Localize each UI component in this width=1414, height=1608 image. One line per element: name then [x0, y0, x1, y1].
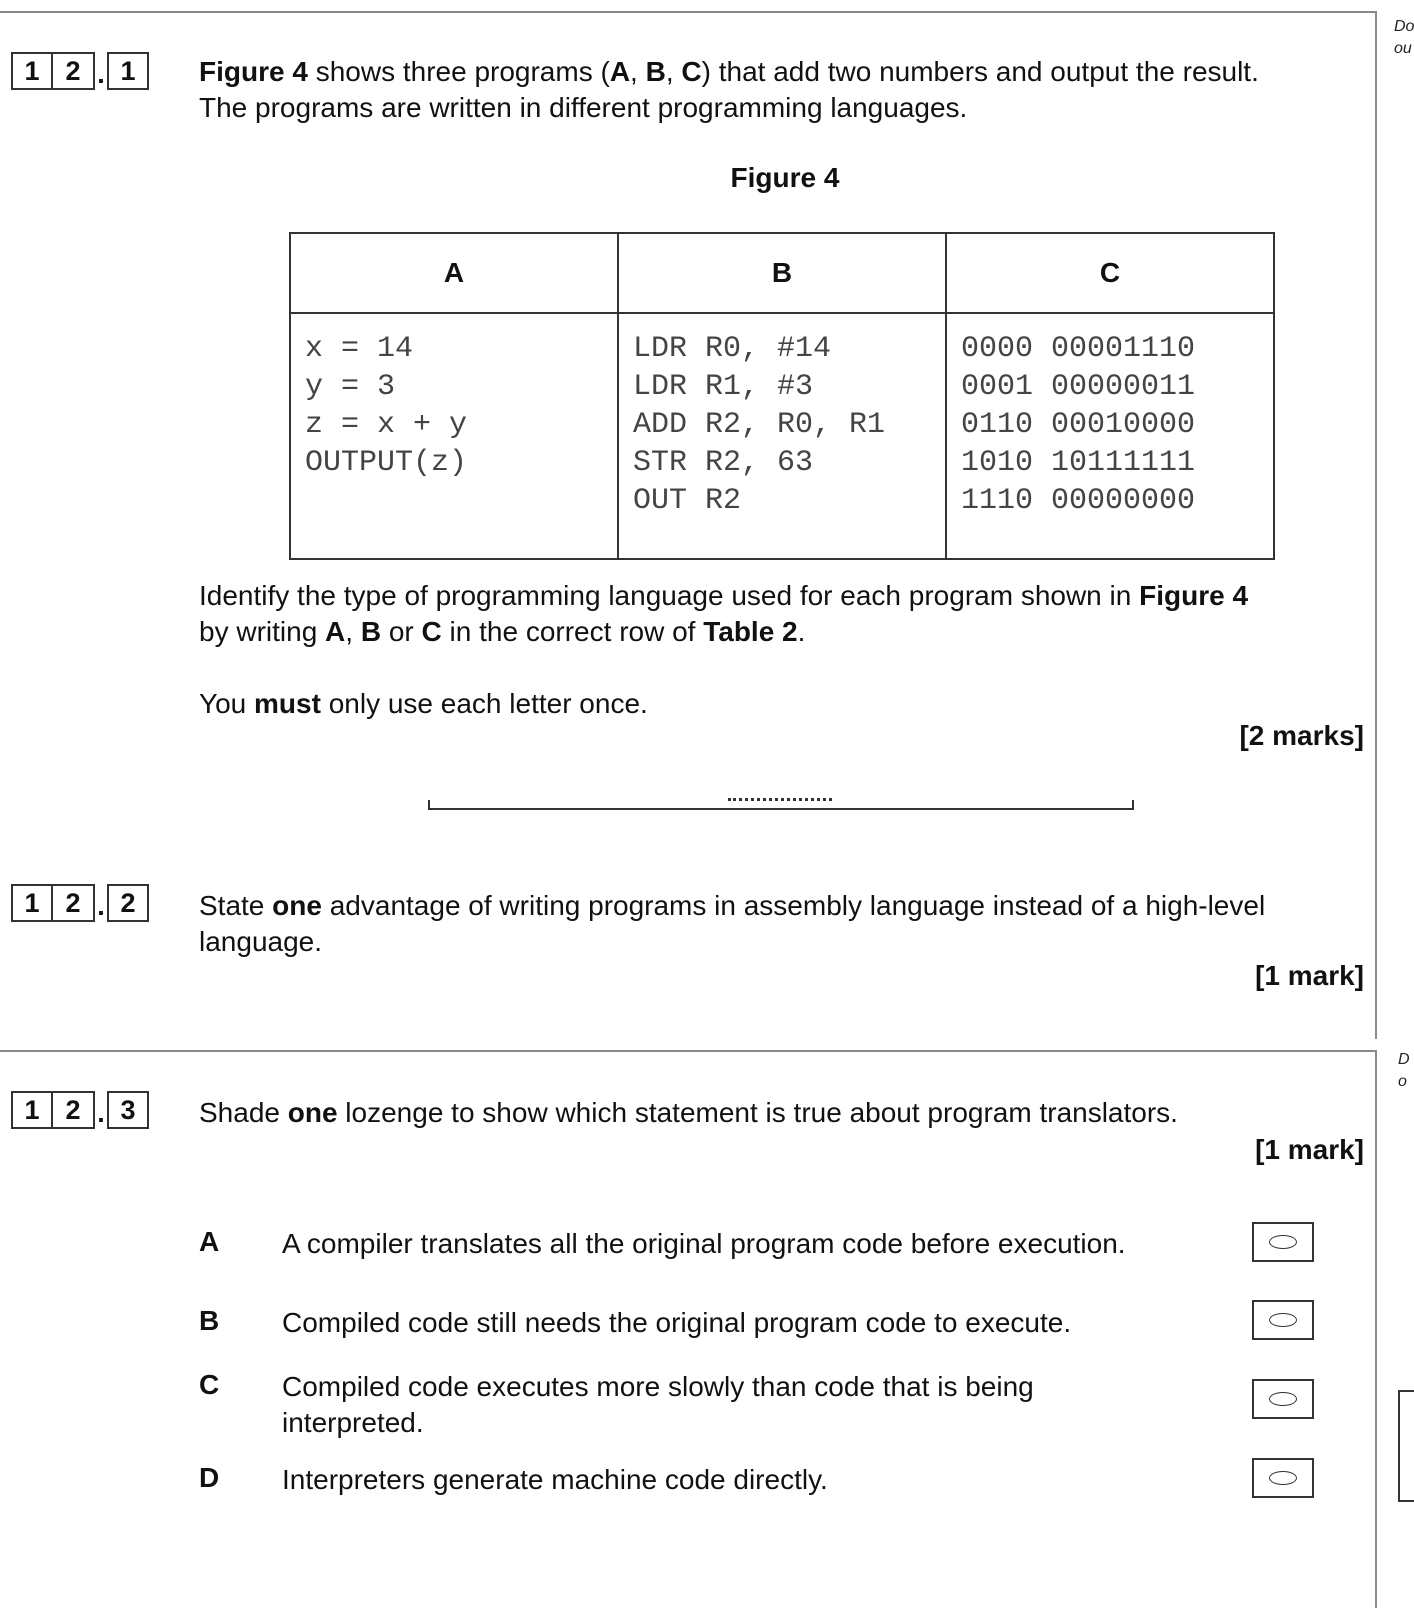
question-digit: 2: [53, 884, 95, 922]
option-letter: B: [199, 1305, 220, 1336]
lozenge-icon: [1269, 1471, 1297, 1485]
option-b-lozenge[interactable]: [1252, 1300, 1314, 1340]
figure-header-c: C: [946, 233, 1274, 313]
figure-title: Figure 4: [730, 162, 840, 193]
option-c-lozenge[interactable]: [1252, 1379, 1314, 1419]
question-12-2-text: [199, 888, 1265, 960]
q12-2-line-2: language.: [199, 926, 323, 957]
question-12-1-intro: [199, 54, 1259, 126]
figure-header-row: [290, 233, 1274, 313]
intro-line-2: The programs are written in different programming languages.: [199, 92, 968, 123]
instruction-line-2: by writing A, B or C in the correct row of Table 2.: [199, 616, 806, 647]
question-12-1-rule: You must only use each letter once.: [199, 688, 648, 719]
margin-mark-box: [1398, 1390, 1414, 1502]
program-b-code: LDR R0, #14 LDR R1, #3 ADD R2, R0, R1 STR R2, 63 OUT R2: [618, 313, 946, 559]
option-text: Compiled code executes more slowly than code that is being interpreted.: [282, 1371, 1034, 1438]
program-a-code: x = 14 y = 3 z = x + y OUTPUT(z): [290, 313, 618, 559]
right-margin-rule: [1375, 11, 1377, 1039]
figure-4-table: [289, 232, 1275, 560]
margin-note-bottom: D o: [1398, 1051, 1410, 1090]
question-number-12-1: [11, 52, 149, 90]
option-letter: D: [199, 1462, 220, 1493]
question-digit: 1: [11, 52, 53, 90]
question-digit: 2: [107, 884, 149, 922]
question-12-3-text: Shade one lozenge to show which statement is true about program translators.: [199, 1097, 1178, 1128]
question-digit: 1: [11, 884, 53, 922]
question-digit: 1: [107, 52, 149, 90]
right-margin-rule-lower: [1375, 1050, 1377, 1608]
program-c-code: 0000 00001110 0001 00000011 0110 00010000 1010 10111111 1110 00000000: [946, 313, 1274, 559]
option-letter: C: [199, 1369, 220, 1400]
question-digit: 2: [53, 1091, 95, 1129]
question-dot: .: [97, 890, 105, 921]
lozenge-icon: [1269, 1313, 1297, 1327]
option-text: A compiler translates all the original program code before execution.: [282, 1228, 1126, 1259]
option-a-lozenge[interactable]: [1252, 1222, 1314, 1262]
question-digit: 1: [11, 1091, 53, 1129]
question-dot: .: [97, 58, 105, 89]
question-number-12-3: [11, 1091, 149, 1129]
question-dot: .: [97, 1097, 105, 1128]
question-digit: 3: [107, 1091, 149, 1129]
instruction-line-1: Identify the type of programming language used for each program shown in Figure 4: [199, 580, 1249, 611]
marks-12-2: [1 mark]: [1255, 960, 1364, 991]
marks-12-3: [1 mark]: [1255, 1134, 1364, 1165]
lozenge-icon: [1269, 1392, 1297, 1406]
question-digit: 2: [53, 52, 95, 90]
page-break-rule: [0, 1050, 1376, 1052]
option-letter: A: [199, 1226, 220, 1257]
top-rule: [0, 11, 1376, 13]
figure-header-b: B: [618, 233, 946, 313]
clipped-title-fragment: [728, 798, 832, 804]
figure-code-row: [290, 313, 1274, 559]
option-text: Compiled code still needs the original program code to execute.: [282, 1307, 1072, 1338]
marks-12-1: [2 marks]: [1239, 720, 1364, 751]
intro-line-1: Figure 4 shows three programs (A, B, C) that add two numbers and output the result.: [199, 56, 1259, 87]
option-d-lozenge[interactable]: [1252, 1458, 1314, 1498]
q12-2-line-1: State one advantage of writing programs in assembly language instead of a high-level: [199, 890, 1266, 921]
lozenge-icon: [1269, 1235, 1297, 1249]
option-text: Interpreters generate machine code directly.: [282, 1464, 828, 1495]
figure-header-a: A: [290, 233, 618, 313]
question-number-12-2: [11, 884, 149, 922]
margin-note-top: Do ou: [1394, 18, 1414, 57]
question-12-1-instruction: [199, 578, 1248, 650]
